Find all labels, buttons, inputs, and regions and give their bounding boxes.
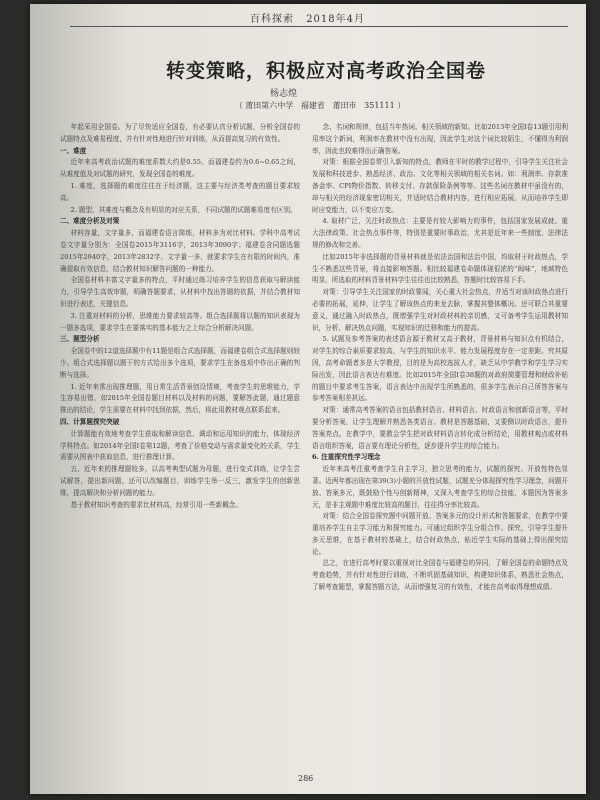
author-affiliation: （ 莆田第六中学 福建省 莆田市 351111 ）: [234, 101, 406, 110]
journal-name: 百科探索: [250, 14, 294, 25]
paragraph: 3. 注重对材料的分析，思维能力要求较高等。组合选择题将以题的知识表现为一题多选项，要求学生在要落实的基本能力之上综合分析解决问题。: [60, 311, 300, 332]
article-title: 转变策略，积极应对高考政治全国卷: [165, 60, 486, 82]
paragraph: 5. 试题及参考答案的表述语言源于教材又高于教材，背景材料与知识点有机结合，对学生的综合素质要求较高，与学生的知识水平、能力发展程度存在一定差距。究其原因，高考命题者多是大学教授，目的是为高校选拔人才，缺乏从中学教学和学生学习实际出发，因此语言表达有难度。比如2015年全国I卷38题的对政府简要管理和财政补贴的题目中要求考生答案，语言表达中出现学生所熟悉的，很多学生表示自己所答答案与参考答案相差甚远。: [312, 335, 568, 403]
paragraph: 近年来高考注重考查学生自主学习，独立思考的能力，试题的探究、开放性特色显著。近两年都出现在第39(3)小题的开放性试题，试题充分体现探究性学习理念，问题开放、答案多元，既鼓励个性与创新精神，又深入考查学生的综合技能，本题因为答案多元，是非主观题中难度比较高的题目，往往得分率比较高。: [312, 465, 568, 509]
paragraph: 对策：通常高考答案的语言包括教材语言、材料语言、时政语言和创新语言等，平时要分析答案，让学生理解并熟悉各类语言。教材是答题基础，又要侧以时政语言，提升答案亮点。在教学中，要教会学生把对政材料语言转化成分析结论，用教材观点或材料语言组织答案，语言要有理论分析性，逐步提升学生的综合能力。: [312, 406, 568, 450]
paragraph: 材料容量，文字量多，而福建卷语言简练，材料多为对比材料。学科中高考试卷文字量分别为：全国卷2015年3116字，2013年3090字；福建卷含同题选题2015年2940字，2013年2832字。文字量一多，就要求学生在有限的时间内，准确提取有效信息，结合教材知识解答问题的一种能力。: [60, 229, 300, 273]
paragraph: 1. 近年来常出现推理题，用日常生活背景创设情境，考查学生的思维能力，学生容易出错，如2015年全国卷题目材料以及材料的问题，要解答此题，通过题意推出的结论，学生需要在材料中找到依据，然后，将此用教材观点联系起来。: [60, 382, 300, 415]
paragraph: 总之，在进行高考时要以重视对比全国卷与福建卷的异同，了解全国卷的命题特点及考查趋势，并有针对性进行训练，不断巩固基础知识，构建知识体系，熟悉社会热点，了解考查题型，掌握答题方法，从而增强复习的有效性，才能在高考取得理想成绩。: [312, 559, 568, 592]
left-column: [60, 122, 300, 762]
journal-page: [30, 4, 586, 794]
header-rule: [70, 26, 568, 27]
paragraph: 对策：根据全国卷常引入新知的特点，教师在平时的教学过程中，引导学生关注社会发展和科技进步、熟悉经济、政治、文化等相关领域的相关名词。如：利润率、存款准备金率、CPI物价指数、转移支付、存款保险条例等等。这些名词在教材中虽没有的，却与相关的经济现象密切相关，并适时结合教材内容，进行相应拓展，从而培养学生即时应变能力，以不变应万变。: [312, 158, 568, 214]
paragraph: 对策：引导学生关注国家的时政要闻，关心重大社会热点，并适当对该时政热点进行必要的拓展，延伸，让学生了解该热点的来龙去脉，掌握其整体概况。还可联合其重要意义，通过融入时政热点，既增强学生对时政材料的亲切感，又可备考学生运用教材知识，分析、解决热点问题，实现知识的迁移和能力的提高。: [312, 288, 568, 332]
paragraph: 1. 难度，选择题的难度往往在于经济题，这主要与经济类考查的题目要求较高。: [60, 181, 300, 202]
paragraph: 对策：结合全国卷探究题中问题开放、答案多元的设计形式和答题要求，在教学中要重培养学生自主学习能力和探究能力。可通过组织学生分组合作、探究，引导学生提升多元思维，在基于教材的基础上，结合时政热点，贴近学生实际的基础上得出探究结论。: [312, 512, 568, 556]
paragraph: 五、近年来的推理题较多，以高考典型试题为母题，进行变式训练，让学生尝试解答，提出新问题，还可以改编题目，训练学生举一反三，激发学生的创新思维，提高解决和分析问题的能力。: [60, 465, 300, 497]
paragraph: 计算题能有效地考查学生获取和解读信息、调动和运用知识的能力，体现经济学科特点。如2014年全国I卷第12题，考查了价格变动与需求量变化的关系，学生需要从图表中获取信息，进行推理计算。: [60, 429, 300, 462]
paragraph: 基于教材知识考查的要求比材料高，经常引用一些新概念。: [70, 500, 242, 509]
author-name: 杨志煌: [270, 89, 298, 99]
section-heading: 一、难度: [60, 146, 87, 155]
paragraph: 全国卷材料丰富文字量多的特点，平时通过练习培养学生的信息获取与解读能力，引导学生高效审题，明确答题要求，从材料中找出答题的依据，并结合教材知识进行表述，关键信息。: [60, 276, 300, 308]
right-column: [312, 122, 568, 762]
issue-date: 2018年4月: [306, 14, 365, 25]
running-header: [250, 10, 470, 24]
section-heading: 四、计算题探究突破: [60, 417, 120, 426]
paragraph: 2. 题型，其难度与概念及有明显的对应关系，不同试题的试题难易度有区别。: [70, 205, 297, 214]
section-heading: 三、题型分析: [60, 335, 100, 344]
section-heading: 二、难度分析及对策: [60, 217, 120, 226]
section-heading: 6. 注重探究性学习理念: [312, 453, 381, 462]
page-number: 286: [298, 774, 314, 783]
paragraph: 念、名词和规律，包括当年热词、相关领域的新知。比如2013年全国I卷13题引用利用率这个新词，利润率在教材中没有出现，因此学生对这个词比较陌生，不懂得为利润率，因此也较难得出正确答案。: [312, 123, 568, 155]
paragraph: 全国卷中的12道选择题中有11题是组合式选择题，而福建卷组合式选择题则较少。组合式选择题以题干的方式给出多个选项，要求学生在备选项中作出正确的判断与选择。: [60, 347, 300, 379]
paragraph: 年起采用全国卷。为了尽快适应全国卷，有必要认真分析试题，分析全国卷的试题特点及难易程度，并有针对性地进行针对训练，从而提高复习的有效性。: [60, 123, 300, 143]
paragraph: 4. 取材广泛，关注时政热点：主要是有较大影响力的事件，包括国家发展成就、重大法律政策、社会热点事件等，特别是重要时事政治，尤其是近年来一些制度、法律法规的修改和完善。: [312, 217, 568, 249]
paragraph: 比如2015年非选择题的背景材料就是依法治国和法治中国，均取材于时政热点，学生不熟悉这些背景，将直接影响答题。相比较福建卷命题体现很浓的“闽味”，地域特色明显，所选取的材料背景材料学生往往也比较熟悉，答题时比较容易下手。: [312, 252, 568, 285]
paragraph: 近年来高考政治试题的难度系数大约是0.55。而福建卷约为0.6~0.65之间，从难度值及对试题的研究，发现全国卷的难度。: [60, 158, 300, 179]
